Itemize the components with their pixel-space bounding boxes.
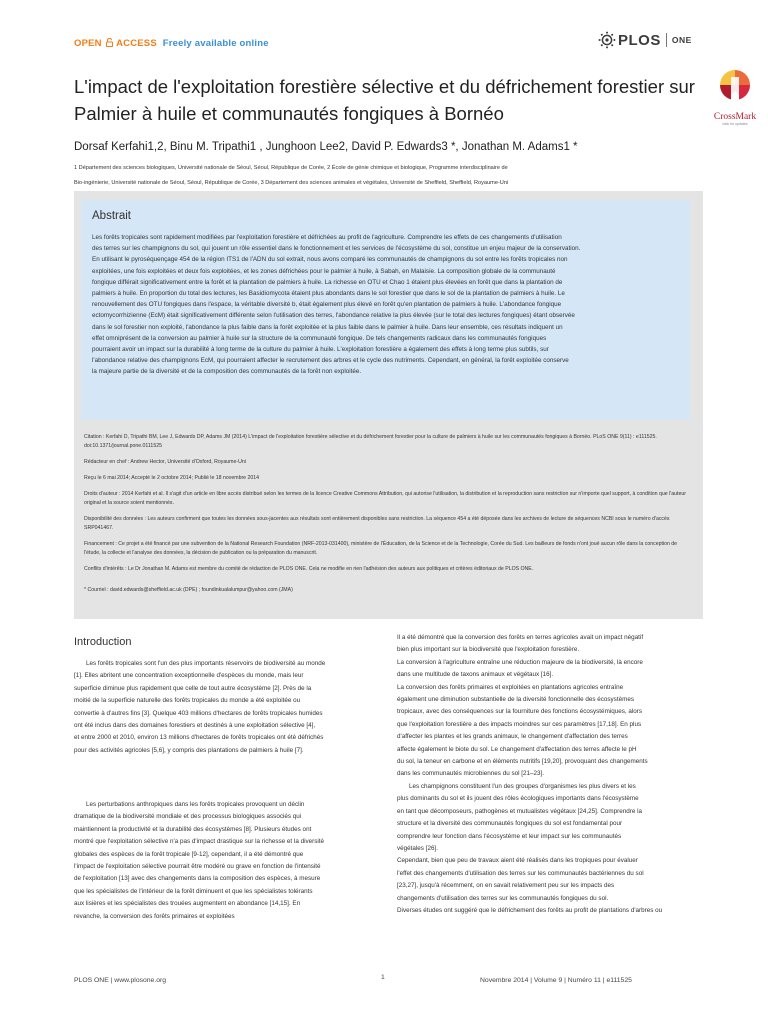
body-line: revanche, la conversion des forêts primaires et exploitées (74, 912, 235, 920)
body-line: structure et la diversité des communautés fongiques du sol est fondamental pour (397, 820, 623, 828)
abstract-line: renouvellement des OTU fongiques dans l'espace, la véritable diversité b, était également plus élevé en forêt qu'en plantation de palmiers à huile. L'abondance fongique (92, 301, 562, 309)
title-line-2: Palmier à huile et communautés fongiques à Bornéo (74, 103, 504, 124)
funding-text: Financement : Ce projet a été financé par une subvention de la National Research Foundation (NRF-2013-031400), ministère de l'Éducation, de la Science et de la Technologie, Corée du Sud. Les bailleurs de fonds n'ont joué aucun rôle dans la conception de l'étude, la collecte et l'analyse des données, la décision de publication ou la préparation du manuscrit. (84, 540, 678, 556)
right-column (397, 632, 719, 917)
body-line: d'affecter les plantes et les grands animaux, le changement d'affectation des terres (397, 733, 628, 741)
abstract-line: fongique différait significativement entre la forêt et la plantation de palmiers à huile. La richesse en OTU et Chao 1 étaient plus élevées en forêt que dans la plantation de (92, 278, 563, 286)
abstract-text (92, 232, 682, 378)
article-metadata (84, 433, 692, 602)
crossmark-icon (718, 68, 752, 108)
oa-free-text: Freely available online (162, 38, 269, 49)
oa-access-text: ACCESS (116, 38, 157, 49)
body-line: Cependant, bien que peu de travaux aient été réalisés dans les tropiques pour évaluer (397, 857, 638, 865)
abstract-line: des terres sur les champignons du sol, qui jouent un rôle essentiel dans le fonctionnement et les services de l'écosystème du sol, constitue un enjeu majeur de la conservation. (92, 245, 581, 253)
body-line: dans les communautés microbiennes du sol [21–23]. (397, 770, 545, 778)
body-line: tropicaux, avec des conséquences sur la fourniture des fonctions écosystémiques, alors (397, 708, 643, 716)
abstract-line: En utilisant le pyroséquençage 454 de la région ITS1 de l'ADN du sol extrait, nous avons comparé les communautés de champignons du sol entre les forêts tropicales non (92, 256, 568, 264)
crossmark-sub: click for updates (722, 122, 748, 126)
body-line: moitié de la superficie naturelle des forêts tropicales du monde a été exploitée ou (74, 697, 301, 705)
body-line: et entre 2000 et 2010, environ 13 millions d'hectares de forêts tropicales ont été défrichés (74, 734, 324, 742)
body-line: pour des activités agricoles [5,6], y compris des plantations de palmiers à huile [7]. (74, 746, 304, 754)
body-line: Diverses études ont suggéré que le défrichement des forêts au profit de plantations d'arbres ou (397, 906, 663, 914)
abstract-line: l'abondance relative des champignons EcM, qui pourraient affecter le recrutement des arbres et le cycle des nutriments. Cependant, en général, la forêt exploitée conserve (92, 357, 569, 365)
body-line: en tant que décomposeurs, pathogènes et mutualistes végétaux [24,25]. Comprendre la (397, 807, 643, 815)
footer-issue: Novembre 2014 | Volume 9 | Numéro 11 | e111525 (480, 977, 632, 984)
data-availability-text: Disponibilité des données : Les auteurs confirment que toutes les données sous-jacentes aux résultats sont entièrement disponibles sans restriction. La séquence 454 a été déposée dans les archives de lecture de séquences NCBI sous le numéro d'accès SRP041467. (84, 515, 670, 531)
body-line: que l'exploitation forestière a des impacts moindres sur ces paramètres [17,18]. En plus (397, 720, 642, 728)
crossmark-label: CrossMark (713, 112, 757, 122)
title-line-1: L'impact de l'exploitation forestière sélective et du défrichement forestier sur (74, 76, 695, 97)
author-list: Dorsaf Kerfahi1,2, Binu M. Tripathi1 , Junghoon Lee2, David P. Edwards3 *, Jonathan M. Adams1 * (74, 141, 578, 153)
affiliation-line-1: 1 Département des sciences biologiques, Université nationale de Séoul, Séoul, République de Corée, 2 École de génie chimique et biologique, Programme interdisciplinaire de (74, 165, 508, 171)
plos-one-word: ONE (671, 35, 692, 45)
body-line: du sol, la teneur en carbone et en éléments nutritifs [19,20], provoquant des changements (397, 758, 648, 766)
abstract-line: ectomycorrhizienne (EcM) était significativement différente selon l'utilisation des terres, l'abondance relative la plus élevée (sur le total des lectures fongiques) étant observée (92, 312, 575, 320)
dates-text: Reçu le 6 mai 2014; Accepté le 2 octobre 2014; Publié le 18 novembre 2014 (84, 474, 260, 481)
body-line: Il a été démontré que la conversion des forêts en terres agricoles avait un impact négatif (397, 634, 644, 641)
open-access-badge (74, 38, 269, 49)
abstract-line: exploitées, une fois exploitées et deux fois exploitées, et les zones défrichées pour le palmier à huile, à Sabah, en Malaisie. La composition globale de la communauté (92, 267, 556, 275)
body-line: La conversion des forêts primaires et exploitées en plantations agricoles entraîne (397, 683, 624, 691)
body-line: Les forêts tropicales sont l'un des plus importants réservoirs de biodiversité au monde (86, 660, 326, 667)
abstract-line: Les forêts tropicales sont rapidement modifiées par l'exploitation forestière et défrichées au profit de l'agriculture. Comprendre les effets de ces changements d'utilisation (92, 234, 562, 241)
introduction-heading: Introduction (74, 636, 132, 648)
body-line: maintiennent la productivité et la durabilité des écosystèmes [8]. Plusieurs études ont (74, 825, 312, 833)
body-line: l'impact de l'exploitation sélective pourrait être modéré ou grave en fonction de l'intensité (74, 863, 321, 871)
body-line: montré que l'exploitation sélective n'a pas d'impact drastique sur la richesse et la diversité (74, 838, 325, 846)
body-line: végétales [26]. (397, 844, 438, 852)
plos-sun-icon (598, 31, 616, 49)
conflicts-text: Conflits d'intérêts : Le Dr Jonathan M. Adams est membre du comité de rédaction de PLOS ONE. Cela ne modifie en rien l'adhésion des auteurs aux politiques et critères éditoriaux de PLOS ONE. (84, 565, 534, 572)
page-number: 1 (381, 974, 385, 981)
body-line: également une diminution substantielle de la diversité fonctionnelle des écosystèmes (397, 696, 634, 704)
oa-open-text: OPEN (74, 38, 102, 49)
body-line: Les champignons constituent l'un des groupes d'organismes les plus divers et les (409, 782, 636, 790)
left-column-paragraph-2 (74, 799, 364, 923)
plos-divider (666, 33, 667, 47)
body-line: plus dominants du sol et ils jouent des rôles écologiques importants dans l'écosystème (397, 795, 639, 803)
body-line: aux lisières et les spécialistes des trouées augmentent en abondance [14,15]. En (74, 900, 301, 908)
editor-text: Rédacteur en chef : Andrew Hector, Université d'Oxford, Royaume-Uni (84, 458, 246, 465)
body-line: [23,27], jusqu'à récemment, on en savait relativement peu sur les impacts des (397, 882, 615, 890)
abstract-line: la majeure partie de la diversité et de la composition des communautés de la forêt non exploitée. (92, 368, 362, 376)
abstract-line: pourraient avoir un impact sur la durabilité à long terme de la culture du palmier à huile. L'exploitation forestière a également des effets à long terme plus subtils, sur (92, 346, 549, 354)
body-line: [1]. Elles abritent une concentration exceptionnelle d'espèces du monde, mais leur (74, 672, 304, 680)
body-line: comprendre leur fonction dans l'écosystème et leur impact sur les communautés (397, 832, 622, 840)
left-column-paragraph-1 (74, 658, 364, 757)
body-line: Les perturbations anthropiques dans les forêts tropicales provoquent un déclin (86, 801, 305, 808)
copyright-text: Droits d'auteur : 2014 Kerfahi et al. Il s'agit d'un article en libre accès distribué selon les termes de la licence Creative Commons Attribution, qui autorise l'utilisation, la distribution et la reproduction sans restriction sur n'importe quel support, à condition que l'auteur original et la source soient mentionnés. (84, 491, 686, 506)
body-line: l'effet des changements d'utilisation des terres sur les communautés bactériennes du sol (397, 869, 644, 877)
body-line: affecte également le biote du sol. Le changement d'affectation des terres affecte le pH (397, 745, 637, 753)
body-line: La conversion à l'agriculture entraîne une réduction majeure de la biodiversité, là encore (397, 658, 643, 666)
abstract-line: dans le sol forestier non exploité, l'abondance la plus faible dans la forêt exploitée et la plus faible dans le palmier à huile. Dans leur ensemble, ces résultats indiquent un (92, 323, 563, 331)
abstract-heading: Abstrait (92, 210, 131, 222)
body-line: bien plus important sur la biodiversité que l'exploitation forestière. (397, 646, 580, 654)
body-line: convertie à d'autres fins [3]. Quelque 403 millions d'hectares de forêts tropicales humides (74, 709, 323, 717)
abstract-line: palmiers à huile. En proportion du total des lectures, les Basidiomycota étaient plus abondants dans le sol forestier que dans le sol de la plantation de palmiers à huile. Le (92, 290, 565, 298)
body-line: globales des espèces de la forêt tropicale [9-12], cependant, il a été démontré que (74, 850, 304, 858)
abstract-line: effet omniprésent de la conversion au palmier à huile sur la structure de la communauté fongique. De tels changements radicaux dans les communautés fongiques (92, 334, 547, 342)
affiliation-line-2: Bio-ingénierie, Université nationale de Séoul, Séoul, République de Corée, 3 Département des sciences animales et végétales, Université de Sheffield, Sheffield, Royaume-Uni (74, 180, 509, 186)
citation-text: Citation : Kerfahi D, Tripathi BM, Lee J, Edwards DP, Adams JM (2014) L'impact de l'exploitation forestière sélective et du défrichement forestier pour la culture de palmiers à huile sur les communautés fongiques à Bornéo. PLoS ONE 9(11) : e111525. doi:10.1371/journal.pone.0111525 (84, 434, 657, 449)
body-line: que les spécialistes de l'intérieur de la forêt diminuent et que les spécialistes tolérants (74, 887, 313, 895)
body-line: changements d'utilisation des terres sur les communautés fongiques du sol. (397, 894, 609, 902)
body-line: dans une multitude de taxons animaux et végétaux [16]. (397, 671, 554, 679)
body-line: superficie diminue plus rapidement que celle de tout autre écosystème [2]. Près de la (74, 684, 312, 692)
body-line: de l'exploitation [13] avec des changements dans la composition des espèces, à mesure (74, 875, 321, 883)
plos-one-logo[interactable] (598, 30, 692, 50)
article-title (74, 73, 714, 127)
body-line: dramatique de la biodiversité mondiale et des processus biologiques associés qui (74, 813, 302, 821)
open-lock-icon (106, 38, 113, 47)
footer-journal: PLOS ONE | www.plosone.org (74, 977, 167, 984)
plos-word: PLOS (618, 31, 661, 49)
email-text: * Courriel : david.edwards@sheffield.ac.uk (DPE) ; foundinkualalumpur@yahoo.com (JMA) (84, 586, 293, 593)
body-line: ont été inclus dans des domaines forestiers et destinés à une exploitation sélective [4], (74, 722, 316, 730)
crossmark-badge[interactable] (708, 68, 762, 126)
